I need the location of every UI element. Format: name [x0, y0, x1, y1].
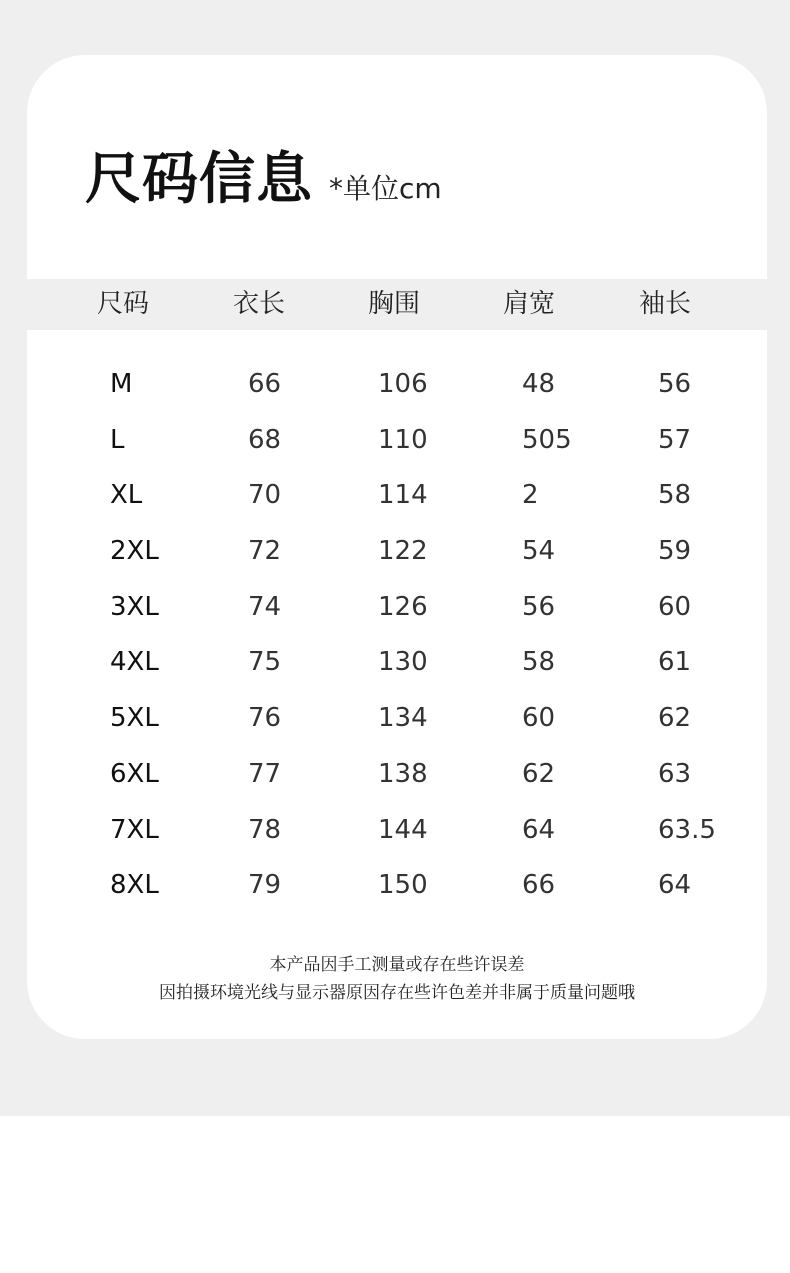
size-info-card [27, 55, 767, 1039]
size-cell: 7XL [110, 814, 159, 845]
sleeve-cell: 58 [658, 480, 692, 511]
sleeve-cell: 59 [658, 536, 692, 567]
table-row [27, 468, 767, 524]
table-row [27, 747, 767, 803]
table-row [27, 803, 767, 859]
length-cell: 68 [248, 424, 282, 455]
size-cell: 5XL [110, 703, 159, 734]
shoulder-cell: 60 [522, 703, 556, 734]
chest-cell: 130 [378, 647, 428, 678]
sleeve-cell: 57 [658, 424, 692, 455]
chest-cell: 114 [378, 480, 428, 511]
shoulder-cell: 2 [522, 480, 539, 511]
length-cell: 72 [248, 536, 282, 567]
size-cell: L [110, 424, 125, 455]
shoulder-cell: 54 [522, 536, 556, 567]
shoulder-cell: 56 [522, 591, 556, 622]
size-cell: 3XL [110, 591, 159, 622]
shoulder-cell: 62 [522, 758, 556, 789]
sleeve-cell: 56 [658, 369, 692, 399]
shoulder-cell: 66 [522, 870, 556, 901]
size-cell: 8XL [110, 870, 159, 901]
size-cell: M [110, 369, 133, 399]
size-cell: 4XL [110, 647, 159, 678]
table-header [27, 279, 767, 330]
disclaimer-line-2: 因拍摄环境光线与显示器原因存在些许色差并非属于质量问题哦 [159, 983, 635, 1003]
shoulder-cell: 58 [522, 647, 556, 678]
length-cell: 77 [248, 758, 282, 789]
column-header-shoulder: 肩宽 [502, 289, 555, 319]
shoulder-cell: 48 [522, 369, 556, 399]
size-table-body [27, 357, 767, 914]
unit-label: *单位cm [329, 172, 442, 205]
table-row [27, 635, 767, 691]
column-header-size: 尺码 [96, 289, 149, 319]
size-cell: 2XL [110, 536, 159, 567]
length-cell: 79 [248, 870, 282, 901]
table-row [27, 357, 767, 413]
sleeve-cell: 61 [658, 647, 692, 678]
table-row [27, 524, 767, 580]
length-cell: 75 [248, 647, 282, 678]
sleeve-cell: 60 [658, 591, 692, 622]
size-cell: XL [110, 480, 143, 511]
sleeve-cell: 63 [658, 758, 692, 789]
sleeve-cell: 63.5 [658, 814, 716, 845]
size-cell: 6XL [110, 758, 159, 789]
chest-cell: 144 [378, 814, 428, 845]
disclaimer-line-1: 本产品因手工测量或存在些许误差 [269, 955, 525, 975]
shoulder-cell: 64 [522, 814, 556, 845]
length-cell: 78 [248, 814, 282, 845]
length-cell: 70 [248, 480, 282, 511]
chest-cell: 134 [378, 703, 428, 734]
chest-cell: 126 [378, 591, 428, 622]
sleeve-cell: 62 [658, 703, 692, 734]
length-cell: 74 [248, 591, 282, 622]
sleeve-cell: 64 [658, 870, 692, 901]
length-cell: 66 [248, 369, 282, 399]
chest-cell: 122 [378, 536, 428, 567]
length-cell: 76 [248, 703, 282, 734]
table-row [27, 691, 767, 747]
table-row [27, 858, 767, 914]
table-row [27, 580, 767, 636]
chest-cell: 150 [378, 870, 428, 901]
page-title: 尺码信息 [85, 147, 313, 212]
column-header-length: 衣长 [232, 289, 285, 319]
table-row [27, 413, 767, 469]
column-header-chest: 胸围 [367, 289, 420, 319]
title-row [85, 135, 442, 215]
column-header-sleeve: 袖长 [638, 289, 691, 319]
chest-cell: 138 [378, 758, 428, 789]
chest-cell: 106 [378, 369, 428, 399]
shoulder-cell: 505 [522, 424, 572, 455]
chest-cell: 110 [378, 424, 428, 455]
